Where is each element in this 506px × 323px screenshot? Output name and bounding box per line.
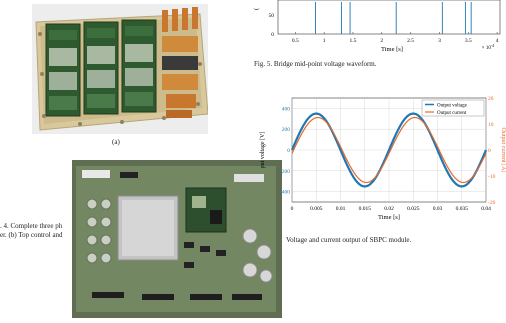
photo-a-image [32, 4, 208, 134]
pcb-module-1 [46, 24, 80, 116]
fig6-xtick: 0.015 [358, 206, 371, 212]
fig6-yticks-left [280, 106, 290, 195]
fig6-ylabel-right: Output current [A] [500, 127, 506, 173]
fig4-caption-line1: . 4. Complete three ph [0, 222, 63, 230]
fig5-xtick-label: 3 [438, 38, 441, 44]
fig6-ytick-left: 400 [281, 106, 290, 113]
fig6-yticks-right [488, 96, 496, 206]
fig5-ylabel-fragment: ( [254, 8, 260, 10]
fig5-ytick: 50 [268, 13, 274, 19]
fig6-ytick-right: 20 [488, 96, 494, 102]
fig5-xlabel: Time [s] [381, 46, 403, 53]
photo-b [72, 160, 282, 318]
photo-a-label: (a) [112, 138, 120, 146]
fig6-xtick: 0.035 [455, 206, 468, 212]
fig6-xtick: 0.01 [335, 206, 346, 212]
fig5-xtick-label: 2.5 [407, 38, 415, 44]
fig6-xtick: 0.03 [432, 206, 443, 212]
fig6-xtick: 0.025 [407, 206, 420, 212]
fig6-xtick: 0.005 [310, 206, 323, 212]
fig6-ytick-left: 0 [287, 148, 290, 154]
fig6-xtick: 0.02 [384, 206, 394, 212]
fig6-ytick-right: -20 [488, 200, 496, 206]
fig5-xtick-label: 1 [322, 38, 326, 44]
fig6-xlabel: Time [s] [378, 214, 400, 221]
fig6-ytick-right: 10 [488, 122, 494, 128]
fig6-ytick-left: -400 [279, 189, 290, 196]
fig5-chart [252, 0, 506, 58]
fig6-ytick-left: -200 [279, 168, 290, 175]
photo-a [32, 4, 208, 134]
fig6-ytick-left: 200 [281, 127, 290, 134]
fig5-xtick-label: 0.5 [291, 38, 299, 44]
pcb-module-2 [84, 22, 118, 114]
fig5-xtick-label: 3.5 [464, 38, 472, 44]
fig4-caption-line2: er. (b) Top control and [0, 231, 63, 239]
fig6-xtick: 0 [290, 206, 294, 212]
fig5-ytick: 0 [271, 32, 274, 38]
fig5-plot-frame [278, 0, 500, 34]
fig5-xtick-label: 2 [380, 38, 384, 44]
fig6-xtick: 0.04 [481, 206, 491, 212]
fig6-caption: Voltage and current output of SBPC module. [286, 236, 412, 244]
fig5-caption: Fig. 5. Bridge mid-point voltage waveform. [254, 60, 377, 68]
fig6-xticks [291, 206, 491, 212]
fig5-exponent: × $10^{-4}$ [481, 43, 495, 51]
fig5-xtick-label: 1.5 [349, 38, 357, 44]
fig6-legend [422, 100, 484, 116]
fig6-legend-voltage: Output voltage [437, 103, 467, 109]
fig6-legend-current: Output current [437, 111, 467, 116]
fig6-ytick-right: 0 [488, 148, 491, 154]
fig6-chart [256, 92, 506, 224]
fig5-pulse-series [315, 2, 471, 34]
photo-b-image [72, 160, 282, 318]
fig5-xtick-label: 4 [495, 38, 499, 44]
fig6-ytick-right: -10 [488, 174, 496, 180]
fig6-ylabel-left: put voltage [V] [260, 131, 266, 169]
pcb-module-3 [122, 20, 156, 112]
